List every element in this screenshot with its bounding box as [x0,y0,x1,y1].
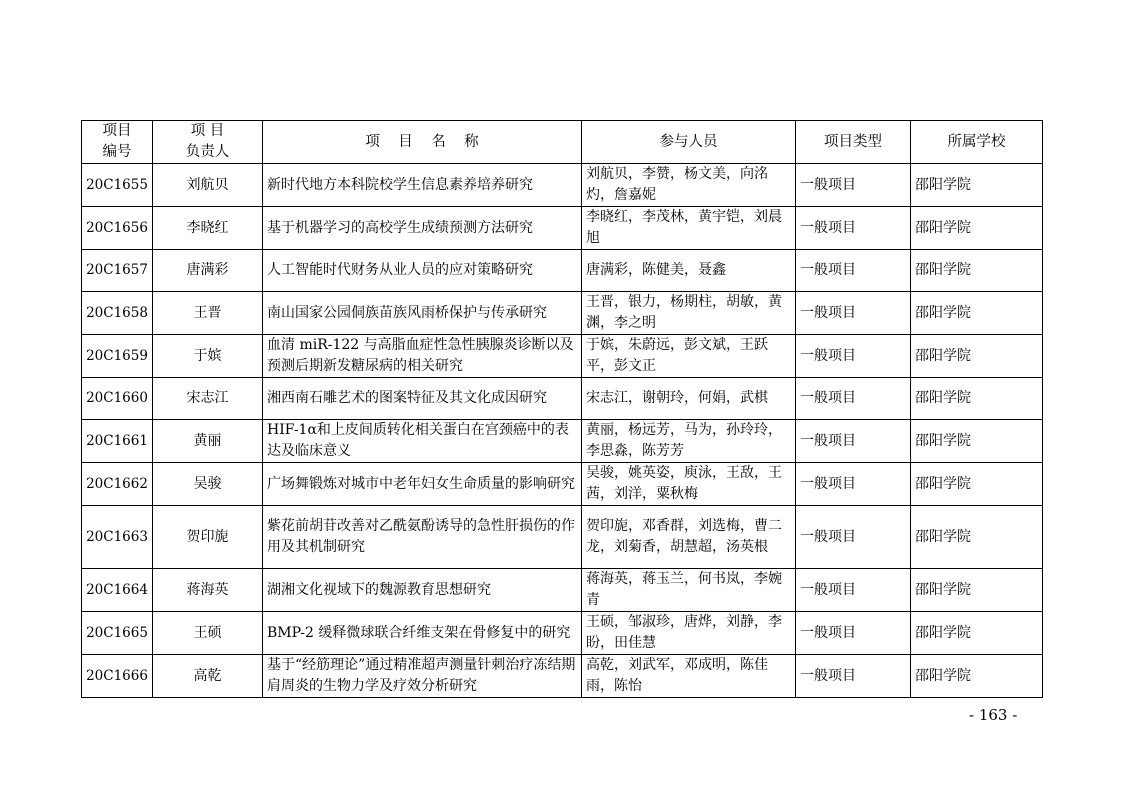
project-school: 邵阳学院 [911,378,1043,420]
project-lead: 王晋 [153,292,263,335]
project-school: 邵阳学院 [911,335,1043,378]
project-code: 20C1661 [82,420,153,463]
project-lead: 黄丽 [153,420,263,463]
project-type: 一般项目 [796,250,911,292]
project-members: 蒋海英，蒋玉兰，何书岚，李婉青 [582,569,796,612]
header-code-l1: 项目 [102,123,132,139]
project-type: 一般项目 [796,463,911,506]
project-school: 邵阳学院 [911,292,1043,335]
project-code: 20C1659 [82,335,153,378]
header-members: 参与人员 [582,121,796,164]
project-members: 于嫔，朱蔚远，彭文斌，王跃平，彭文正 [582,335,796,378]
project-members: 李晓红，李茂林，黄宇铠，刘晨旭 [582,207,796,250]
project-type: 一般项目 [796,569,911,612]
header-lead-l1: 项 目 [190,123,225,139]
table-row [82,612,1043,655]
table-row [82,378,1043,420]
project-code: 20C1660 [82,378,153,420]
project-type: 一般项目 [796,378,911,420]
project-members: 高乾，刘武军，邓成明，陈佳雨，陈怡 [582,655,796,698]
project-title: 紫花前胡苷改善对乙酰氨酚诱导的急性肝损伤的作用及其机制研究 [263,506,582,569]
header-code [82,121,153,164]
project-lead: 于嫔 [153,335,263,378]
table-row [82,463,1043,506]
project-type: 一般项目 [796,655,911,698]
project-school: 邵阳学院 [911,463,1043,506]
project-lead: 刘航贝 [153,164,263,207]
project-lead: 宋志江 [153,378,263,420]
project-code: 20C1657 [82,250,153,292]
project-school: 邵阳学院 [911,164,1043,207]
project-lead: 李晓红 [153,207,263,250]
project-members: 王晋，银力，杨期柱，胡敏，黄渊，李之明 [582,292,796,335]
project-members: 贺印旎，邓香群，刘选梅，曹二龙，刘菊香，胡慧超，汤英根 [582,506,796,569]
project-type: 一般项目 [796,207,911,250]
header-title: 项 目 名 称 [263,121,582,164]
project-title: HIF-1α和上皮间质转化相关蛋白在宫颈癌中的表达及临床意义 [263,420,582,463]
project-members: 刘航贝，李赞，杨文美，向洺灼，詹嘉妮 [582,164,796,207]
project-title: 广场舞锻炼对城市中老年妇女生命质量的影响研究 [263,463,582,506]
project-code: 20C1663 [82,506,153,569]
table-row [82,506,1043,569]
table-body [82,164,1043,698]
table-row [82,655,1043,698]
project-lead: 贺印旎 [153,506,263,569]
project-members: 王硕，邹淑珍，唐烨，刘静，李盼，田佳慧 [582,612,796,655]
project-school: 邵阳学院 [911,569,1043,612]
project-members: 黄丽，杨远芳，马为，孙玲玲，李思淼，陈芳芳 [582,420,796,463]
project-title: 南山国家公园侗族苗族风雨桥保护与传承研究 [263,292,582,335]
project-school: 邵阳学院 [911,612,1043,655]
project-school: 邵阳学院 [911,207,1043,250]
project-code: 20C1662 [82,463,153,506]
project-title: 基于“经筋理论”通过精准超声测量针刺治疗冻结期肩周炎的生物力学及疗效分析研究 [263,655,582,698]
table-row [82,164,1043,207]
project-school: 邵阳学院 [911,250,1043,292]
project-lead: 吴骏 [153,463,263,506]
project-title: 新时代地方本科院校学生信息素养培养研究 [263,164,582,207]
project-title: 基于机器学习的高校学生成绩预测方法研究 [263,207,582,250]
project-title: 湘西南石雕艺术的图案特征及其文化成因研究 [263,378,582,420]
header-school: 所属学校 [911,121,1043,164]
header-lead-l2: 负责人 [185,144,230,160]
project-type: 一般项目 [796,164,911,207]
table-header [82,121,1043,164]
project-members: 吴骏，姚英姿，庾泳，王敌，王茜，刘洋，粟秋梅 [582,463,796,506]
project-title: 人工智能时代财务从业人员的应对策略研究 [263,250,582,292]
project-school: 邵阳学院 [911,420,1043,463]
project-type: 一般项目 [796,420,911,463]
table-row [82,569,1043,612]
project-table [81,120,1043,698]
project-members: 宋志江，谢朝玲，何娟，武棋 [582,378,796,420]
project-code: 20C1665 [82,612,153,655]
project-type: 一般项目 [796,506,911,569]
project-lead: 蒋海英 [153,569,263,612]
project-lead: 王硕 [153,612,263,655]
project-code: 20C1664 [82,569,153,612]
project-code: 20C1655 [82,164,153,207]
header-row [82,121,1043,164]
table-row [82,292,1043,335]
table-row [82,207,1043,250]
project-title: 血清 miR-122 与高脂血症性急性胰腺炎诊断以及预测后期新发糖尿病的相关研究 [263,335,582,378]
project-type: 一般项目 [796,335,911,378]
project-lead: 高乾 [153,655,263,698]
header-code-l2: 编号 [102,144,132,160]
header-type: 项目类型 [796,121,911,164]
project-lead: 唐满彩 [153,250,263,292]
project-code: 20C1656 [82,207,153,250]
project-title: 湖湘文化视域下的魏源教育思想研究 [263,569,582,612]
project-type: 一般项目 [796,292,911,335]
table-row [82,420,1043,463]
project-code: 20C1666 [82,655,153,698]
project-type: 一般项目 [796,612,911,655]
table-row [82,250,1043,292]
project-school: 邵阳学院 [911,655,1043,698]
table-row [82,335,1043,378]
project-title: BMP-2 缓释微球联合纤维支架在骨修复中的研究 [263,612,582,655]
project-school: 邵阳学院 [911,506,1043,569]
project-code: 20C1658 [82,292,153,335]
header-lead [153,121,263,164]
project-members: 唐满彩，陈健美，聂鑫 [582,250,796,292]
page-number: - 163 - [969,706,1018,724]
